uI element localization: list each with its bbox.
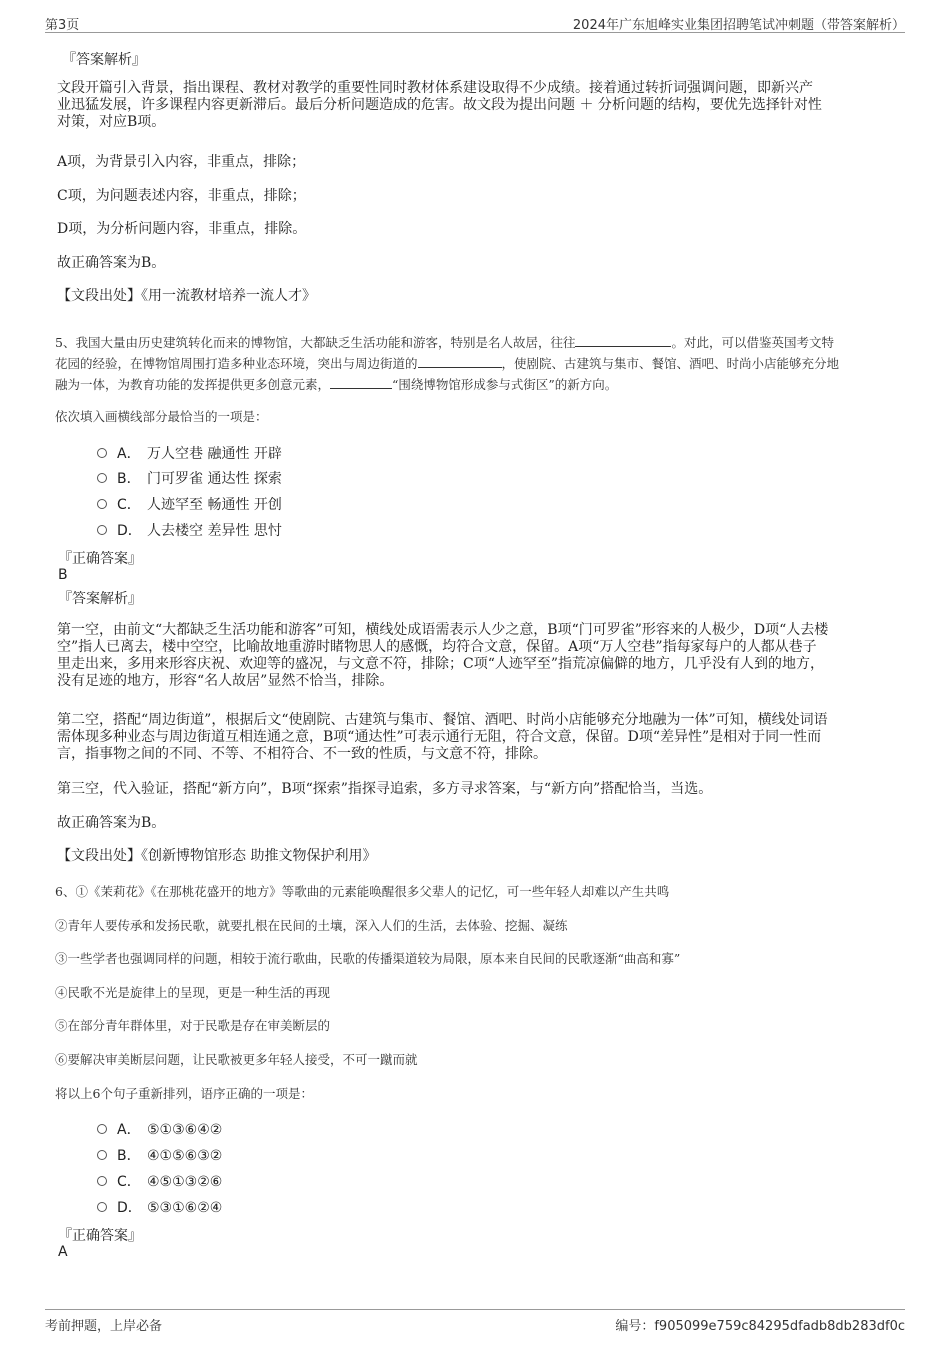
- q5-option-b[interactable]: B． 门可罗雀 通达性 探索: [97, 468, 282, 488]
- q6-option-c[interactable]: C． ④⑤①③②⑥: [97, 1171, 222, 1191]
- q4-analysis-line: 文段开篇引入背景，指出课程、教材对教学的重要性同时教材体系建设取得不少成绩。接着通过转折词强调问题，即新兴产: [57, 80, 813, 96]
- q6-sentence: 6、①《茉莉花》《在那桃花盛开的地方》等歌曲的元素能唤醒很多父辈人的记忆，可一些年轻人却难以产生共鸣: [55, 884, 670, 899]
- radio-icon[interactable]: [97, 1150, 107, 1160]
- q6-prompt: 将以上6个句子重新排列，语序正确的一项是：: [55, 1086, 313, 1101]
- radio-icon[interactable]: [97, 499, 107, 509]
- blank-1: [575, 334, 671, 347]
- q4-note: D项，为分析问题内容，非重点，排除。: [57, 221, 307, 237]
- radio-icon[interactable]: [97, 1124, 107, 1134]
- document-id: 编号：f905099e759c84295dfadb8db283df0c: [615, 1319, 905, 1334]
- q4-analysis-line: 对策，对应B项。: [57, 114, 166, 130]
- q5-stem-line: 融为一体，为教育功能的发挥提供更多创意元素， “围绕博物馆形成参与式街区”的新方向。: [55, 377, 618, 392]
- q5-stem-line: 花园的经验，在博物馆周围打造多种业态环境，突出与周边街道的 ，使剧院、古建筑与集市、餐馆、酒吧、时尚小店能够充分地: [55, 356, 840, 371]
- q6-sentence: ⑥要解决审美断层问题，让民歌被更多年轻人接受，不可一蹴而就: [55, 1052, 418, 1067]
- q5-option-a[interactable]: A． 万人空巷 融通性 开辟: [97, 443, 282, 463]
- page-header: [45, 12, 905, 33]
- q5-answer: B: [58, 567, 68, 583]
- blank-2: [418, 355, 502, 368]
- q4-analysis-label: 『答案解析』: [62, 52, 146, 68]
- q5-source: 【文段出处】《创新博物馆形态 助推文物保护利用》: [57, 848, 377, 864]
- q4-analysis: [57, 80, 897, 131]
- q6-option-a[interactable]: A． ⑤①③⑥④②: [97, 1119, 222, 1139]
- q6-option-d[interactable]: D． ⑤③①⑥②④: [97, 1197, 222, 1217]
- q4-note: C项，为问题表述内容，非重点，排除；: [57, 188, 306, 204]
- q5-analysis-label: 『答案解析』: [58, 591, 142, 607]
- q6-option-b[interactable]: B． ④①⑤⑥③②: [97, 1145, 222, 1165]
- q5-prompt: 依次填入画横线部分最恰当的一项是：: [55, 409, 268, 424]
- radio-icon[interactable]: [97, 1202, 107, 1212]
- q6-sentence: ⑤在部分青年群体里，对于民歌是存在审美断层的: [55, 1018, 331, 1033]
- q5-analysis-para3: 第三空，代入验证，搭配“新方向”，B项“探索”指探寻追索，多方寻求答案，与“新方向”搭配恰当，当选。: [57, 781, 713, 797]
- q5-answer-label: 『正确答案』: [58, 551, 142, 567]
- q5-conclusion: 故正确答案为B。: [57, 815, 166, 831]
- q6-sentence: ③一些学者也强调同样的问题，相较于流行歌曲，民歌的传播渠道较为局限，原本来自民间的民歌逐渐“曲高和寡”: [55, 951, 681, 966]
- page-number: 第3页: [45, 18, 80, 33]
- q4-conclusion: 故正确答案为B。: [57, 255, 166, 271]
- blank-3: [330, 376, 392, 389]
- q6-answer: A: [58, 1244, 68, 1260]
- q4-analysis-line: 业迅猛发展，许多课程内容更新滞后。最后分析问题造成的危害。故文段为提出问题 ＋ 分析问题的结构，要优先选择针对性: [57, 97, 822, 113]
- q5-analysis-para1: 第一空，由前文“大都缺乏生活功能和游客”可知，横线处成语需表示人少之意，B项“门可罗雀”形容来的人极少，D项“人去楼 空”指人已离去，楼中空空，比喻故地重游时睹物思人的感慨，均符合文意，保留。A项“万人空巷”指每家每户的人都从巷子 里走出来，多用来形容庆祝、欢迎等的盛况，与文意不符，排除；C项“人迹罕至”指荒凉偏僻的地方，几乎没有人到的地方， 没有足迹的地方，形容“名人故居”显然不恰当，排除。: [57, 622, 829, 689]
- radio-icon[interactable]: [97, 448, 107, 458]
- q5-stem-line: 5、我国大量由历史建筑转化而来的博物馆，大都缺乏生活功能和游客，特别是名人故居，往往 。对此，可以借鉴英国考文特: [55, 335, 834, 350]
- radio-icon[interactable]: [97, 1176, 107, 1186]
- q5-option-d[interactable]: D． 人去楼空 差异性 思忖: [97, 520, 282, 540]
- page-footer: [45, 1309, 905, 1334]
- document-title: 2024年广东旭峰实业集团招聘笔试冲刺题（带答案解析）: [572, 18, 905, 33]
- q6-sentence: ④民歌不光是旋律上的呈现，更是一种生活的再现: [55, 985, 331, 1000]
- q5-analysis-para2: 第二空，搭配“周边街道”，根据后文“使剧院、古建筑与集市、餐馆、酒吧、时尚小店能够充分地融为一体”可知，横线处词语 需体现多种业态与周边街道互相连通之意，B项“通达性”可表示通行无阻，符合文意，保留。D项“差异性”是相对于同一性而 言，指事物之间的不同、不等、不相符合、不一致的性质，与文意不符，排除。: [57, 712, 828, 762]
- q5-option-c[interactable]: C． 人迹罕至 畅通性 开创: [97, 494, 282, 514]
- q4-source: 【文段出处】《用一流教材培养一流人才》: [57, 288, 316, 304]
- q4-note: A项，为背景引入内容，非重点，排除；: [57, 154, 306, 170]
- footer-slogan: 考前押题，上岸必备: [45, 1319, 163, 1334]
- radio-icon[interactable]: [97, 525, 107, 535]
- radio-icon[interactable]: [97, 473, 107, 483]
- q6-sentence: ②青年人要传承和发扬民歌，就要扎根在民间的土壤，深入人们的生活，去体验、挖掘、凝练: [55, 918, 568, 933]
- q6-answer-label: 『正确答案』: [58, 1228, 142, 1244]
